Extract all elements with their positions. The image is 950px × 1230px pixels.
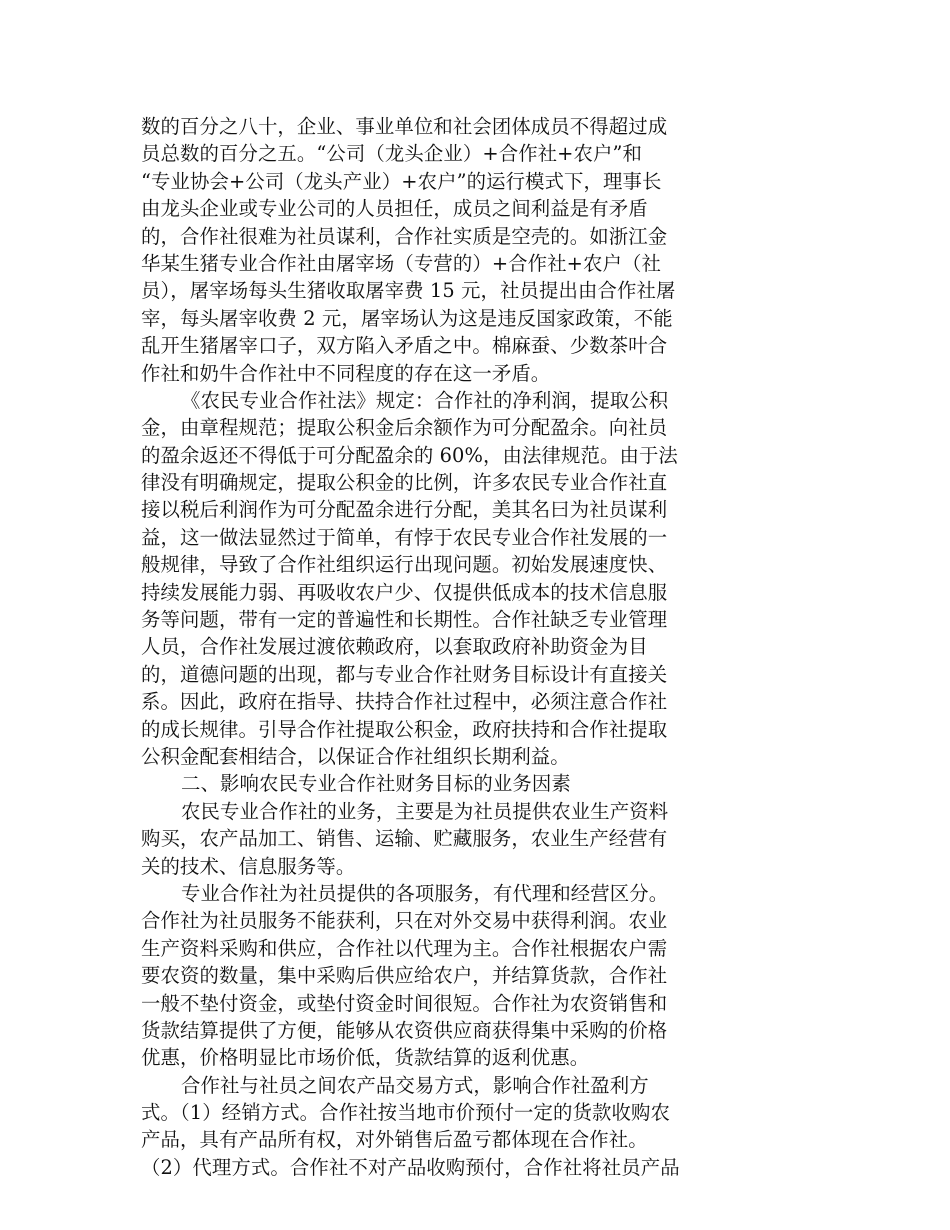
text-line: （2）代理方式。合作社不对产品收购预付，合作社将社员产品 xyxy=(141,1155,680,1179)
text-line: 的，合作社很难为社员谋利，合作社实质是空壳的。如浙江金 xyxy=(141,224,668,248)
text-line: 系。因此，政府在指导、扶持合作社过程中，必须注意合作社 xyxy=(141,690,668,714)
text-line: 接以税后利润作为可分配盈余进行分配，美其名曰为社员谋利 xyxy=(141,498,668,522)
text-line: “专业协会+公司（龙头产业）+农户”的运行模式下，理事长 xyxy=(141,169,662,193)
paragraph-first-line: 合作社与社员之间农产品交易方式，影响合作社盈利方 xyxy=(181,1073,649,1097)
text-line: 公积金配套相结合，以保证合作社组织长期利益。 xyxy=(141,744,570,768)
text-line: 员），屠宰场每头生猪收取屠宰费 15 元，社员提出由合作社屠 xyxy=(141,279,676,303)
text-line: 乱开生猪屠宰口子，双方陷入矛盾之中。棉麻蚕、少数茶叶合 xyxy=(141,334,668,358)
text-line: 要农资的数量，集中采购后供应给农户，并结算货款，合作社 xyxy=(141,964,668,988)
text-line: 务等问题，带有一定的普遍性和长期性。合作社缺乏专业管理 xyxy=(141,608,668,632)
text-line: 人员，合作社发展过渡依赖政府，以套取政府补助资金为目 xyxy=(141,635,648,659)
text-line: 的，道德问题的出现，都与专业合作社财务目标设计有直接关 xyxy=(141,662,668,686)
text-line: 合作社为社员服务不能获利，只在对外交易中获得利润。农业 xyxy=(141,909,668,933)
text-line: 一般不垫付资金，或垫付资金时间很短。合作社为农资销售和 xyxy=(141,991,668,1015)
text-line: 作社和奶牛合作社中不同程度的存在这一矛盾。 xyxy=(141,361,551,385)
text-line: 员总数的百分之五。“公司（龙头企业）+合作社+农户”和 xyxy=(141,142,643,166)
text-line: 益，这一做法显然过于简单，有悖于农民专业合作社发展的一 xyxy=(141,525,668,549)
text-line: 华某生猪专业合作社由屠宰场（专营的）+合作社+农户（社 xyxy=(141,251,661,275)
text-line: 金，由章程规范；提取公积金后余额作为可分配盈余。向社员 xyxy=(141,416,668,440)
section-heading: 二、影响农民专业合作社财务目标的业务因素 xyxy=(181,772,571,796)
text-line: 生产资料采购和供应，合作社以代理为主。合作社根据农户需 xyxy=(141,936,668,960)
text-line: 产品，具有产品所有权，对外销售后盈亏都体现在合作社。 xyxy=(141,1128,648,1152)
paragraph-first-line: 《农民专业合作社法》规定：合作社的净利润，提取公积 xyxy=(181,388,669,412)
text-line: 式。（1）经销方式。合作社按当地市价预付一定的货款收购农 xyxy=(141,1101,670,1125)
paragraph-first-line: 农民专业合作社的业务，主要是为社员提供农业生产资料 xyxy=(181,799,669,823)
text-line: 宰，每头屠宰收费 2 元，屠宰场认为这是违反国家政策，不能 xyxy=(141,306,673,330)
text-line: 的成长规律。引导合作社提取公积金，政府扶持和合作社提取 xyxy=(141,717,668,741)
text-line: 持续发展能力弱、再吸收农户少、仅提供低成本的技术信息服 xyxy=(141,580,668,604)
text-line: 的盈余返还不得低于可分配盈余的 60%，由法律规范。由于法 xyxy=(141,443,678,467)
text-line: 律没有明确规定，提取公积金的比例，许多农民专业合作社直 xyxy=(141,471,668,495)
text-line: 般规律，导致了合作社组织运行出现问题。初始发展速度快、 xyxy=(141,553,668,577)
text-line: 优惠，价格明显比市场价低，货款结算的返利优惠。 xyxy=(141,1046,590,1070)
text-line: 购买，农产品加工、销售、运输、贮藏服务，农业生产经营有 xyxy=(141,827,668,851)
text-line: 货款结算提供了方便，能够从农资供应商获得集中采购的价格 xyxy=(141,1018,668,1042)
text-line: 关的技术、信息服务等。 xyxy=(141,854,356,878)
document-body xyxy=(141,113,741,1181)
text-line: 由龙头企业或专业公司的人员担任，成员之间利益是有矛盾 xyxy=(141,197,648,221)
paragraph-first-line: 专业合作社为社员提供的各项服务，有代理和经营区分。 xyxy=(181,881,669,905)
text-line: 数的百分之八十，企业、事业单位和社会团体成员不得超过成 xyxy=(141,115,668,138)
